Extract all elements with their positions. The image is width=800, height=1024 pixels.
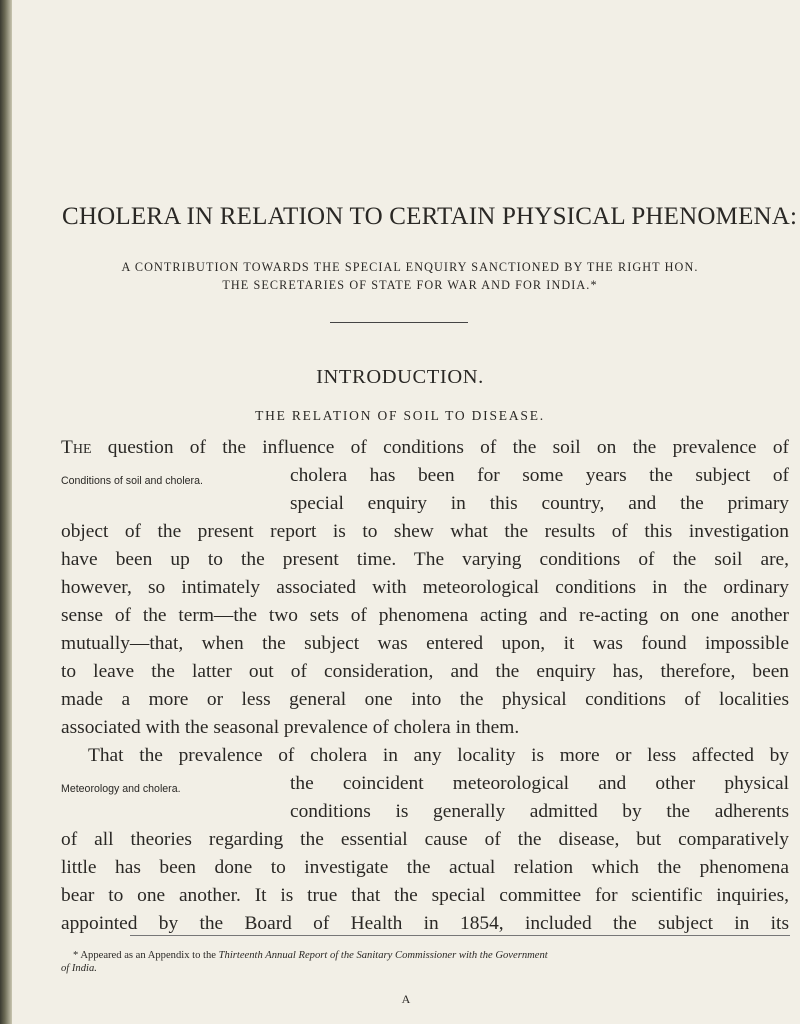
page-signature: A bbox=[401, 992, 411, 1006]
introduction-heading: INTRODUCTION. bbox=[316, 366, 484, 388]
footnote-line-2-text: of India. bbox=[61, 963, 97, 974]
footnote-italic-text: Thirteenth Annual Report of the Sanitary Commissioner with the Government bbox=[218, 950, 548, 961]
document-title: CHOLERA IN RELATION TO CERTAIN PHYSICAL PHENOMENA: bbox=[62, 203, 798, 230]
subtitle-line-1: A CONTRIBUTION TOWARDS THE SPECIAL ENQUIRY SANCTIONED BY THE RIGHT HON. bbox=[121, 260, 699, 274]
paragraph-1-line-10: made a more or less general one into the physical conditions of localities bbox=[61, 689, 789, 710]
footnote-line-1 bbox=[61, 949, 791, 962]
paragraph-2-line-6: bear to one another. It is true that the special committee for scientific inquiries, bbox=[61, 885, 789, 906]
footnote-text: Appeared as an Appendix to the bbox=[80, 950, 216, 961]
paragraph-1-line-11: associated with the seasonal prevalence of cholera in them. bbox=[61, 717, 520, 738]
paragraph-1-line-4: object of the present report is to shew what the results of this investigation bbox=[61, 521, 789, 542]
title-divider bbox=[330, 322, 468, 323]
footnote-marker: * bbox=[73, 950, 79, 961]
document-subtitle bbox=[60, 258, 760, 294]
paragraph-1-line-6: however, so intimately associated with meteorological conditions in the ordinary bbox=[61, 577, 789, 598]
margin-note-meteorology: Meteorology and cholera. bbox=[61, 783, 181, 795]
paragraph-2-line-5: little has been done to investigate the actual relation which the phenomena bbox=[61, 857, 789, 878]
paragraph-1-line-1-text: question of the influence of conditions of the soil on the prevalence of bbox=[91, 437, 789, 458]
section-heading: THE RELATION OF SOIL TO DISEASE. bbox=[255, 408, 545, 423]
paragraph-lead-word: The bbox=[61, 437, 92, 458]
paragraph-1-line-9: to leave the latter out of consideration, and the enquiry has, therefore, been bbox=[61, 661, 789, 682]
paragraph-2-line-4: of all theories regarding the essential cause of the disease, but comparatively bbox=[61, 829, 789, 850]
paragraph-2-line-7: appointed by the Board of Health in 1854, included the subject in its bbox=[61, 913, 789, 934]
subtitle-line-2: THE SECRETARIES OF STATE FOR WAR AND FOR INDIA.* bbox=[222, 278, 598, 292]
paragraph-1-line-2: cholera has been for some years the subject of bbox=[290, 465, 789, 486]
paragraph-2-line-1: That the prevalence of cholera in any locality is more or less affected by bbox=[88, 745, 789, 766]
paragraph-2-line-3: conditions is generally admitted by the adherents bbox=[290, 801, 789, 822]
paragraph-1-line-5: have been up to the present time. The varying conditions of the soil are, bbox=[61, 549, 789, 570]
paragraph-1-line-8: mutually—that, when the subject was entered upon, it was found impossible bbox=[61, 633, 789, 654]
footnote-line-2 bbox=[61, 962, 791, 975]
paragraph-1-line-1 bbox=[61, 437, 789, 459]
paragraph-1-line-3: special enquiry in this country, and the primary bbox=[290, 493, 789, 514]
paragraph-2-line-2: the coincident meteorological and other physical bbox=[290, 773, 789, 794]
margin-note-soil: Conditions of soil and cholera. bbox=[61, 475, 203, 487]
footnote bbox=[61, 949, 791, 975]
paragraph-1-line-7: sense of the term—the two sets of phenomena acting and re-acting on one another bbox=[61, 605, 789, 626]
footnote-divider bbox=[130, 935, 790, 936]
